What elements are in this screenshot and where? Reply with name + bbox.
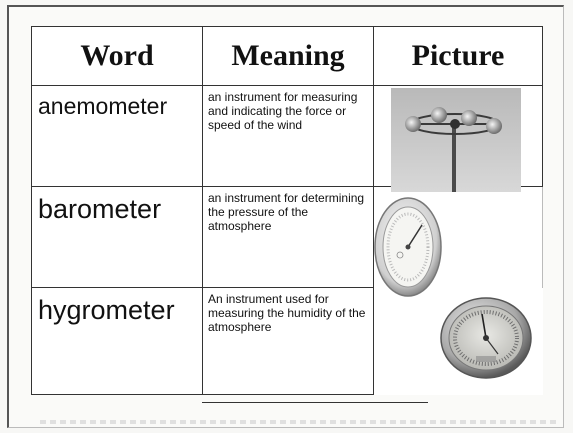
hygrometer-photo	[438, 296, 534, 380]
meaning-cell: An instrument used for measuring the humidity of the atmosphere	[203, 288, 374, 395]
word-cell: hygrometer	[32, 288, 203, 395]
header-word: Word	[32, 27, 203, 86]
table-row	[32, 187, 543, 288]
header-picture: Picture	[374, 27, 543, 86]
anemometer-photo	[391, 88, 521, 192]
word-cell: anemometer	[32, 86, 203, 187]
barometer-photo	[372, 195, 444, 299]
meaning-cell: an instrument for measuring and indicating the force or speed of the wind	[203, 86, 374, 187]
meaning-cell: an instrument for determining the pressure of the atmosphere	[203, 187, 374, 288]
table-bottom-border	[202, 402, 428, 403]
word-cell: barometer	[32, 187, 203, 288]
table-header-row	[32, 27, 543, 86]
scan-artifact	[40, 420, 560, 424]
header-meaning: Meaning	[203, 27, 374, 86]
